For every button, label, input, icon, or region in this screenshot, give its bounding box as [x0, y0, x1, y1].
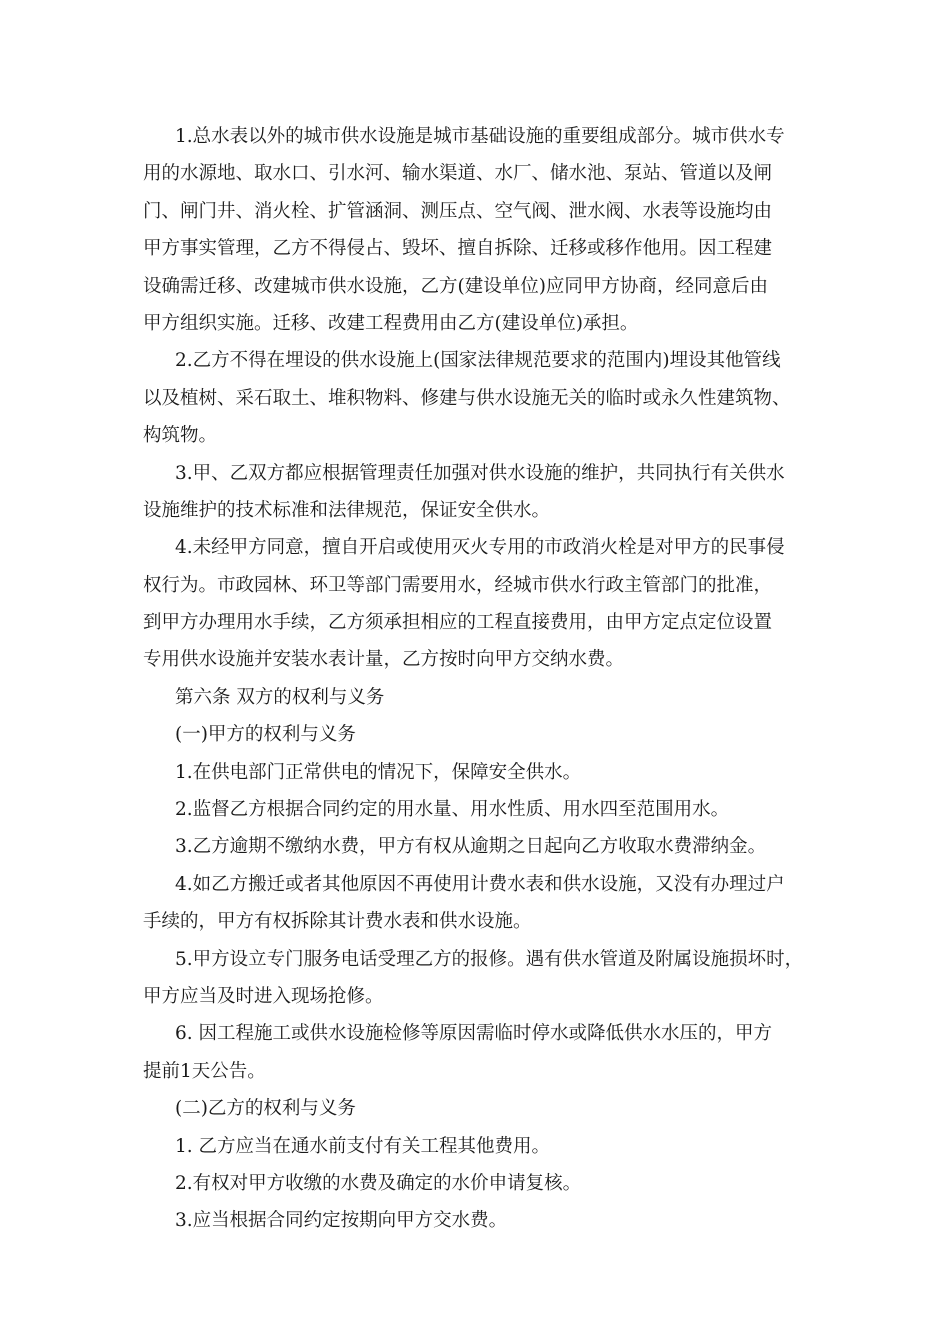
text-line: 2.乙方不得在埋设的供水设施上(国家法律规范要求的范围内)埋设其他管线: [175, 350, 781, 372]
text-line: 2.有权对甲方收缴的水费及确定的水价申请复核。: [175, 1172, 582, 1194]
text-line: 设施维护的技术标准和法律规范，保证安全供水。: [143, 499, 551, 521]
text-line: 设确需迁移、改建城市供水设施，乙方(建设单位)应同甲方协商，经同意后由: [143, 275, 768, 297]
text-line: 5.甲方设立专门服务电话受理乙方的报修。遇有供水管道及附属设施损坏时，: [175, 948, 804, 970]
text-line: 门、闸门井、消火栓、扩管涵洞、测压点、空气阀、泄水阀、水表等设施均由: [143, 200, 773, 222]
text-line: 3.甲、乙双方都应根据管理责任加强对供水设施的维护，共同执行有关供水: [175, 462, 785, 484]
subsection-heading: (一)甲方的权利与义务: [175, 724, 356, 746]
text-line: 6. 因工程施工或供水设施检修等原因需临时停水或降低供水水压的，甲方: [175, 1023, 773, 1045]
text-line: 到甲方办理用水手续，乙方须承担相应的工程直接费用，由甲方定点定位设置: [143, 612, 773, 634]
text-line: 用的水源地、取水口、引水河、输水渠道、水厂、储水池、泵站、管道以及闸: [143, 163, 773, 185]
text-line: 甲方应当及时进入现场抢修。: [143, 985, 384, 1007]
subsection-heading: (二)乙方的权利与义务: [175, 1098, 356, 1120]
contract-text: [143, 118, 823, 1240]
text-line: 专用供水设施并安装水表计量，乙方按时向甲方交纳水费。: [143, 649, 625, 671]
text-line: 1.总水表以外的城市供水设施是城市基础设施的重要组成部分。城市供水专: [175, 126, 785, 147]
text-line: 甲方组织实施。迁移、改建工程费用由乙方(建设单位)承担。: [143, 312, 639, 334]
text-line: 权行为。市政园林、环卫等部门需要用水，经城市供水行政主管部门的批准，: [143, 574, 773, 596]
section-heading: 第六条 双方的权利与义务: [175, 686, 385, 708]
text-line: 3.乙方逾期不缴纳水费，甲方有权从逾期之日起向乙方收取水费滞纳金。: [175, 836, 767, 858]
text-line: 甲方事实管理，乙方不得侵占、毁坏、擅自拆除、迁移或移作他用。因工程建: [143, 238, 773, 260]
text-line: 以及植树、采石取土、堆积物料、修建与供水设施无关的临时或永久性建筑物、: [143, 387, 791, 409]
text-line: 4.未经甲方同意，擅自开启或使用灭火专用的市政消火栓是对甲方的民事侵: [175, 537, 785, 559]
text-line: 提前1天公告。: [143, 1060, 266, 1082]
text-line: 2.监督乙方根据合同约定的用水量、用水性质、用水四至范围用水。: [175, 799, 730, 821]
text-line: 构筑物。: [143, 425, 218, 447]
text-line: 1.在供电部门正常供电的情况下，保障安全供水。: [175, 761, 582, 783]
text-line: 手续的，甲方有权拆除其计费水表和供水设施。: [143, 911, 532, 933]
text-line: 1. 乙方应当在通水前支付有关工程其他费用。: [175, 1135, 551, 1157]
text-line: 3.应当根据合同约定按期向甲方交水费。: [175, 1210, 508, 1232]
text-line: 4.如乙方搬迁或者其他原因不再使用计费水表和供水设施，又没有办理过户: [175, 873, 785, 895]
